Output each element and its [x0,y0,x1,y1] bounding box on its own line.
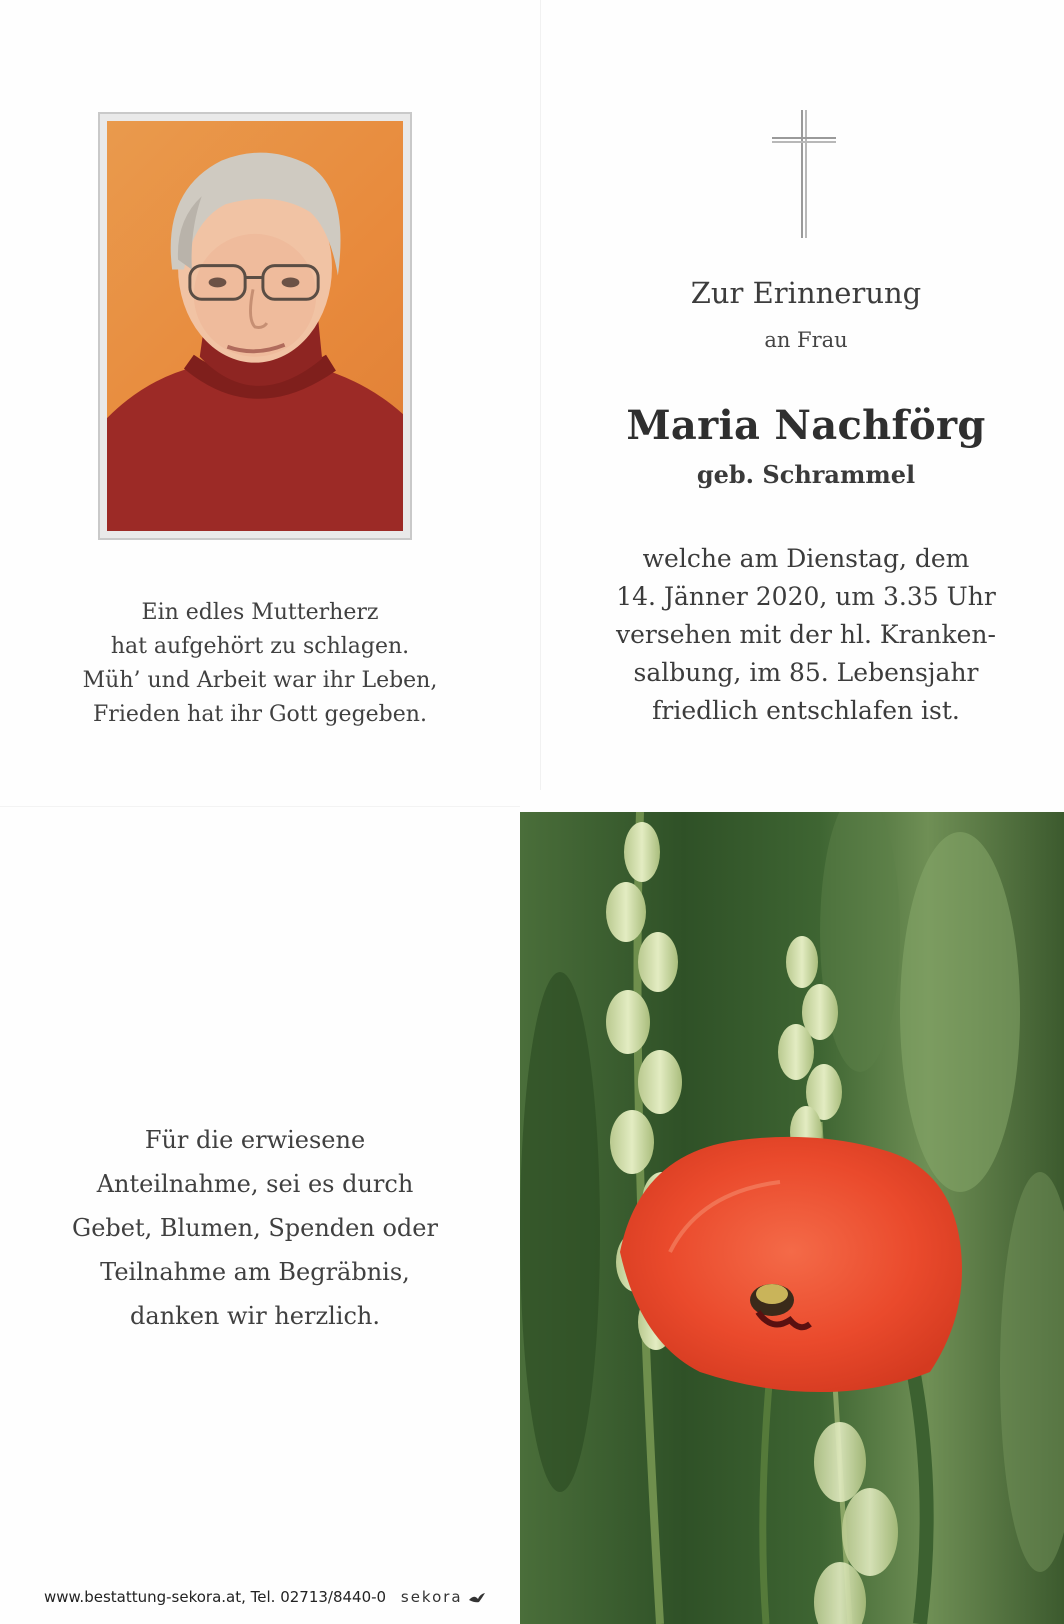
funeral-home-logo: sekora [400,1588,463,1606]
death-notice-line: welche am Dienstag, dem [642,544,970,573]
portrait-photo-frame [98,112,412,540]
fold-line-horizontal [0,806,520,807]
thanks-line: Anteilnahme, sei es durch [96,1170,414,1198]
verse-line: hat aufgehört zu schlagen. [110,634,410,659]
fold-line-vertical [540,0,541,790]
portrait-illustration [107,121,403,531]
memorial-verse [40,596,480,732]
thanks-line: Teilnahme am Begräbnis, [100,1258,410,1286]
portrait-photo [107,121,403,531]
verse-line: Müh’ und Arbeit war ihr Leben, [82,668,438,693]
death-notice-line: friedlich entschlafen ist. [652,696,960,725]
memorial-intro: Zur Erinnerung [690,276,922,310]
thanks-message [40,1118,470,1338]
salutation: an Frau [764,328,848,352]
death-notice-line: 14. Jänner 2020, um 3.35 Uhr [616,582,996,611]
verse-line: Frieden hat ihr Gott gegeben. [93,702,427,727]
thanks-line: Für die erwiesene [144,1126,366,1154]
poppy-illustration [520,812,1064,1624]
funeral-home-footer [44,1588,504,1610]
cross-icon [772,110,836,238]
death-notice-line: versehen mit der hl. Kranken- [616,620,996,649]
poppy-wheat-photo [520,812,1064,1624]
deceased-name: Maria Nachförg [626,402,986,449]
death-notice-line: salbung, im 85. Lebensjahr [633,658,979,687]
footer-contact: www.bestattung-sekora.at, Tel. 02713/8440-0 [44,1588,387,1606]
bird-logo-icon [468,1592,486,1604]
thanks-line: Gebet, Blumen, Spenden oder [72,1214,438,1242]
verse-line: Ein edles Mutterherz [141,600,379,625]
death-notice [600,540,1012,730]
maiden-name: geb. Schrammel [696,460,916,489]
thanks-line: danken wir herzlich. [130,1302,380,1330]
